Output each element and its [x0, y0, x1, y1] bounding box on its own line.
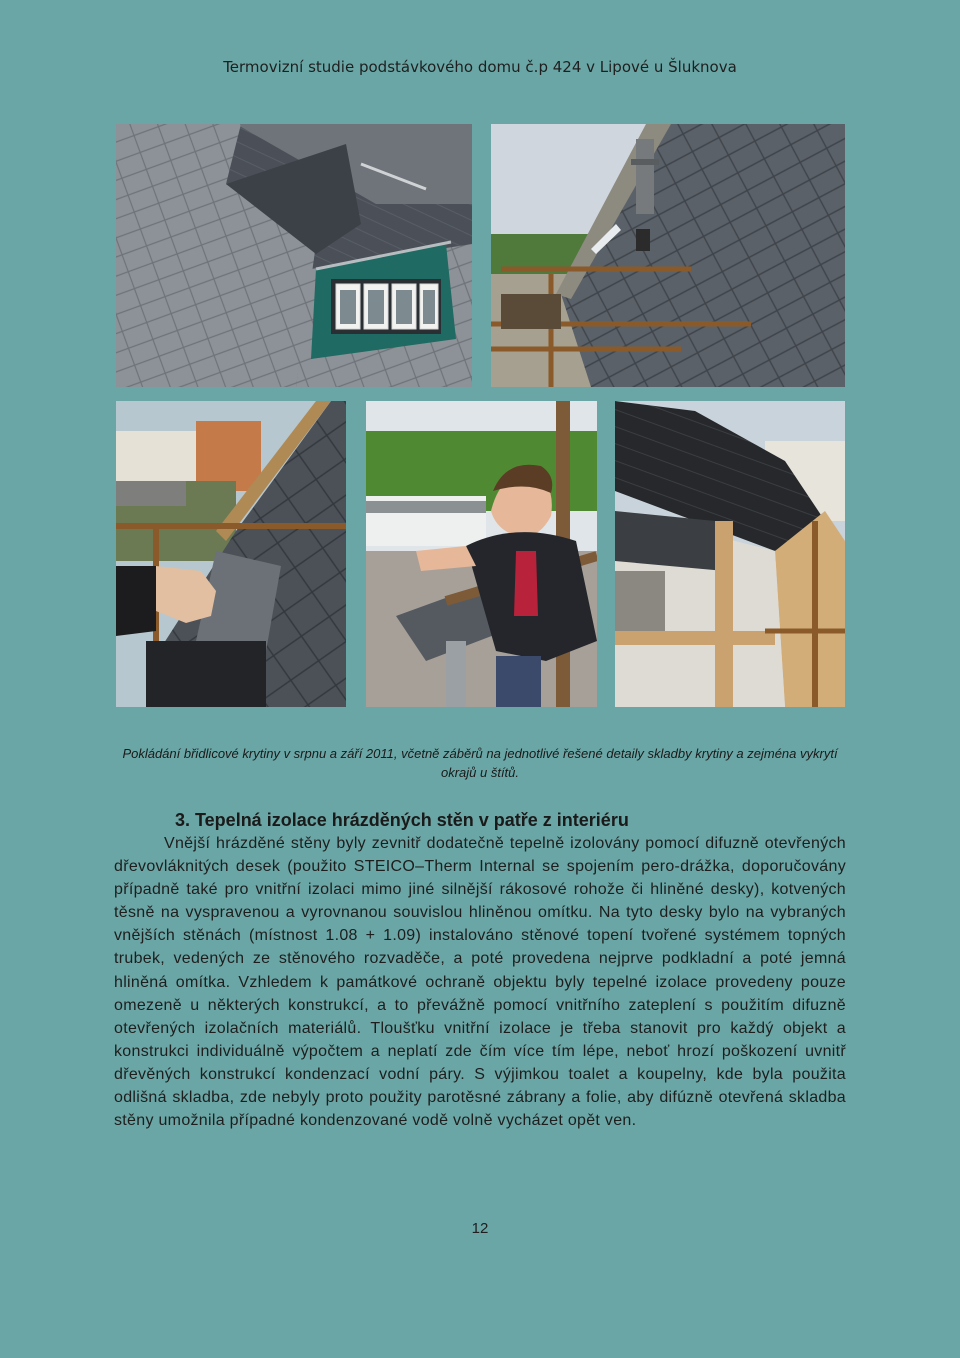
dormer-window-roof-photo — [116, 124, 472, 387]
section-paragraph — [114, 832, 846, 1132]
gable-edge-flashing-photo — [615, 401, 845, 707]
page-number: 12 — [471, 1220, 489, 1237]
hand-laying-slate-photo — [116, 401, 346, 707]
photo-caption: Pokládání břidlicové krytiny v srpnu a září 2011, včetně záběrů na jednotlivé řešené detaily skladby krytiny a zejména vykrytí okrajů u štítů. — [122, 746, 838, 780]
section-heading: 3. Tepelná izolace hrázděných stěn v patře z interiéru — [175, 810, 629, 830]
slate-roof-chimney-photo — [491, 124, 845, 387]
section-paragraph-text: Vnější hrázděné stěny byly zevnitř dodatečně tepelně izolovány pomocí difuzně otevřených dřevovláknitých desek (použito STEICO–Therm Internal se spojením pero-drážka, doporučovány případně také pro vnitřní izolaci mimo jiné silnější rákosové rohože či hliněné desky), kotvených těsně na vyspravenou a vyrovnanou souvislou hliněnou omítku. Na tyto desky bylo na vybraných vnějších stěnách (místnost 1.08 + 1.09) instalováno stěnové topení tvořené systémem topných trubek, vedených ze stěnového rozvaděče, a poté provedena nejprve podkladní a poté jemná hliněná omítka. Vzhledem k památkové ochraně objektu byly tepelné izolace provedeny pouze omezeně u některých konstrukcí, a to převážně pomocí vnitřního zateplení s použitím difuzně otevřených izolačních materiálů. Tloušťku vnitřní izolace je třeba stanovit pro každý objekt a konstrukci individuálně výpočtem a neplatí zde čím více tím lépe, neboť hrozí poškození uvnitř dřevěných konstrukcí kondenzací vodní páry. S výjimkou toalet a koupelny, kde byla použita odlišná skladba, zde nebyly proto použity parotěsné zábrany a folie, aby difúzně otevřená skladba stěny umožnila případné kondenzované vodě volně vycházet opět ven. — [114, 835, 846, 1130]
worker-on-scaffold-photo — [366, 401, 597, 707]
running-header: Termovizní studie podstávkového domu č.p 424 v Lipové u Šluknova — [223, 58, 737, 76]
